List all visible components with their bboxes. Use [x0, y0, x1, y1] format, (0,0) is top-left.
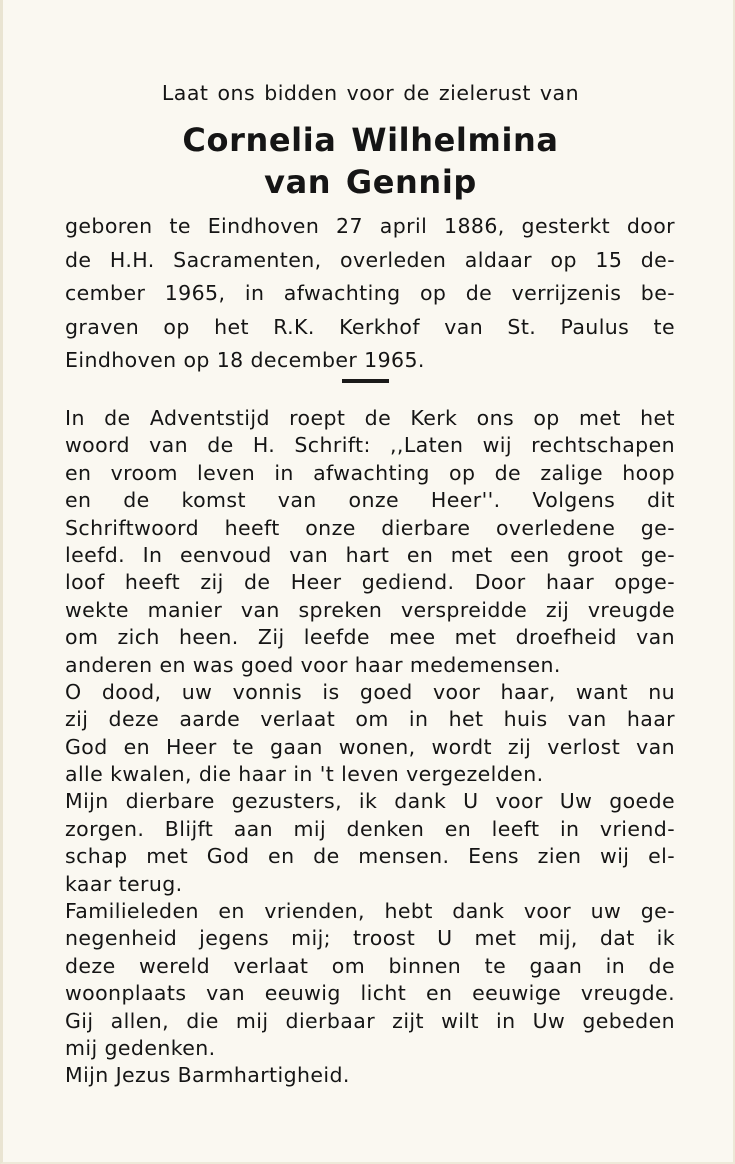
text-line: Gij allen, die mij dierbaar zijt wilt in Uw gebeden: [65, 1008, 675, 1033]
text-line: Schriftwoord heeft onze dierbare overledene ge-: [65, 515, 675, 540]
text-line: alle kwalen, die haar in 't leven vergezelden.: [65, 762, 544, 787]
text-line: mij gedenken.: [65, 1035, 216, 1060]
deceased-name-line-1: Cornelia Wilhelmina: [182, 121, 559, 159]
text-line: woord van de H. Schrift: ,,Laten wij rechtschapen: [65, 433, 675, 458]
birth-line: cember 1965, in afwachting op de verrijzenis be-: [65, 281, 675, 306]
text-line: en de komst van onze Heer''. Volgens dit: [65, 488, 675, 513]
text-line: woonplaats van eeuwig licht en eeuwige vreugde.: [65, 981, 675, 1006]
text-line: anderen en was goed voor haar medemensen.: [65, 652, 561, 677]
text-line: O dood, uw vonnis is goed voor haar, want nu: [65, 679, 675, 704]
text-line: God en Heer te gaan wonen, wordt zij verlost van: [65, 734, 675, 759]
text-line: loof heeft zij de Heer gediend. Door haar opge-: [65, 570, 675, 595]
text-line: zorgen. Blijft aan mij denken en leeft in vriend-: [65, 816, 675, 841]
text-line: om zich heen. Zij leefde mee met droefheid van: [65, 625, 675, 650]
memorial-text: [65, 405, 675, 1090]
text-line: Mijn Jezus Barmhartigheid.: [65, 1063, 350, 1088]
deceased-name-line-2: van Gennip: [264, 163, 477, 201]
text-line: wekte manier van spreken verspreidde zij vreugde: [65, 597, 675, 622]
text-line: zij deze aarde verlaat om in het huis van haar: [65, 707, 675, 732]
text-line: In de Adventstijd roept de Kerk ons op met het: [65, 406, 675, 430]
text-line: deze wereld verlaat om binnen te gaan in de: [65, 953, 675, 978]
birth-death-paragraph: [65, 210, 675, 378]
text-line: schap met God en de mensen. Eens zien wij el-: [65, 844, 675, 869]
birth-line: graven op het R.K. Kerkhof van St. Paulus te: [65, 314, 675, 339]
text-line: negenheid jegens mij; troost U met mij, dat ik: [65, 926, 675, 951]
birth-line: geboren te Eindhoven 27 april 1886, gesterkt door: [65, 214, 675, 238]
birth-line: de H.H. Sacramenten, overleden aldaar op 15 de-: [65, 247, 675, 272]
section-divider: [342, 379, 389, 383]
text-line: kaar terug.: [65, 871, 183, 896]
text-line: en vroom leven in afwachting op de zalige hoop: [65, 460, 675, 485]
text-line: Familieleden en vrienden, hebt dank voor uw ge-: [65, 899, 675, 924]
prayer-intro: Laat ons bidden voor de zielerust van: [161, 81, 580, 105]
birth-line: Eindhoven op 18 december 1965.: [65, 348, 425, 373]
text-line: Mijn dierbare gezusters, ik dank U voor Uw goede: [65, 789, 675, 814]
text-line: leefd. In eenvoud van hart en met een groot ge-: [65, 542, 675, 567]
